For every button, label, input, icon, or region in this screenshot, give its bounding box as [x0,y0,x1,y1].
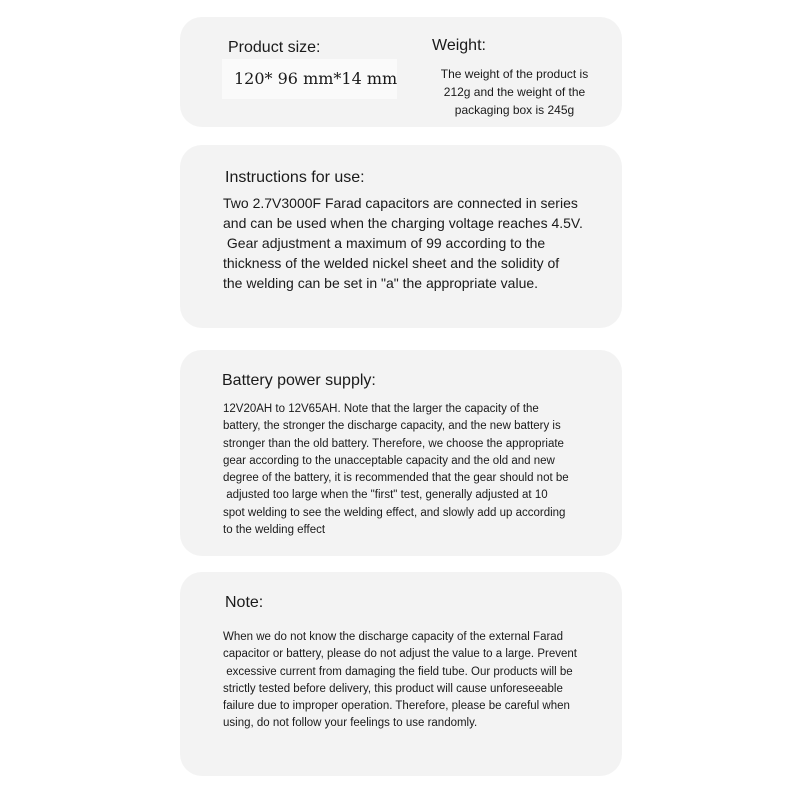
weight-heading: Weight: [432,37,486,54]
note-card [180,572,622,776]
weight-line: The weight of the product is [440,67,589,81]
battery-line: degree of the battery, it is recommended that the gear should not be [223,472,569,485]
instructions-line: Gear adjustment a maximum of 99 according to the [223,235,546,251]
battery-line: spot welding to see the welding effect, and slowly add up according [223,506,566,519]
note-line: failure due to improper operation. Therefore, please be careful when [223,700,570,713]
note-line: strictly tested before delivery, this product will cause unforeseeable [223,682,563,695]
weight-line: packaging box is 245g [454,103,575,117]
battery-card [180,350,622,556]
battery-line: gear according to the unacceptable capacity and the old and new [223,454,555,467]
note-heading: Note: [225,594,264,611]
note-line: When we do not know the discharge capacity of the external Farad [223,631,564,643]
weight-description [427,65,602,119]
battery-line: stronger than the old battery. Therefore, we choose the appropriate [223,437,564,450]
battery-line: adjusted too large when the "first" test, generally adjusted at 10 [223,489,548,502]
instructions-line: Two 2.7V3000F Farad capacitors are connected in series [223,195,578,211]
instructions-line: thickness of the welded nickel sheet and the solidity of [223,255,560,271]
instructions-heading: Instructions for use: [225,169,365,186]
note-line: capacitor or battery, please do not adjust the value to a large. Prevent [223,648,577,661]
instructions-line: and can be used when the charging voltage reaches 4.5V. [223,215,583,231]
note-body [223,629,601,733]
note-line: using, do not follow your feelings to use randomly. [223,717,478,730]
battery-line: to the welding effect [223,524,326,537]
weight-line: 212g and the weight of the [443,85,586,99]
battery-line: 12V20AH to 12V65AH. Note that the larger the capacity of the [223,403,539,415]
instructions-card [180,145,622,328]
instructions-body [223,193,603,293]
product-size-card [180,17,622,127]
battery-body [223,401,601,539]
battery-line: battery, the stronger the discharge capacity, and the new battery is [223,420,561,433]
battery-heading: Battery power supply: [222,372,376,389]
product-size-value: 120* 96 mm*14 mm [222,59,397,99]
note-line: excessive current from damaging the field tube. Our products will be [223,665,573,678]
instructions-line: the welding can be set in "a" the appropriate value. [223,275,539,291]
product-size-heading: Product size: [228,39,321,56]
